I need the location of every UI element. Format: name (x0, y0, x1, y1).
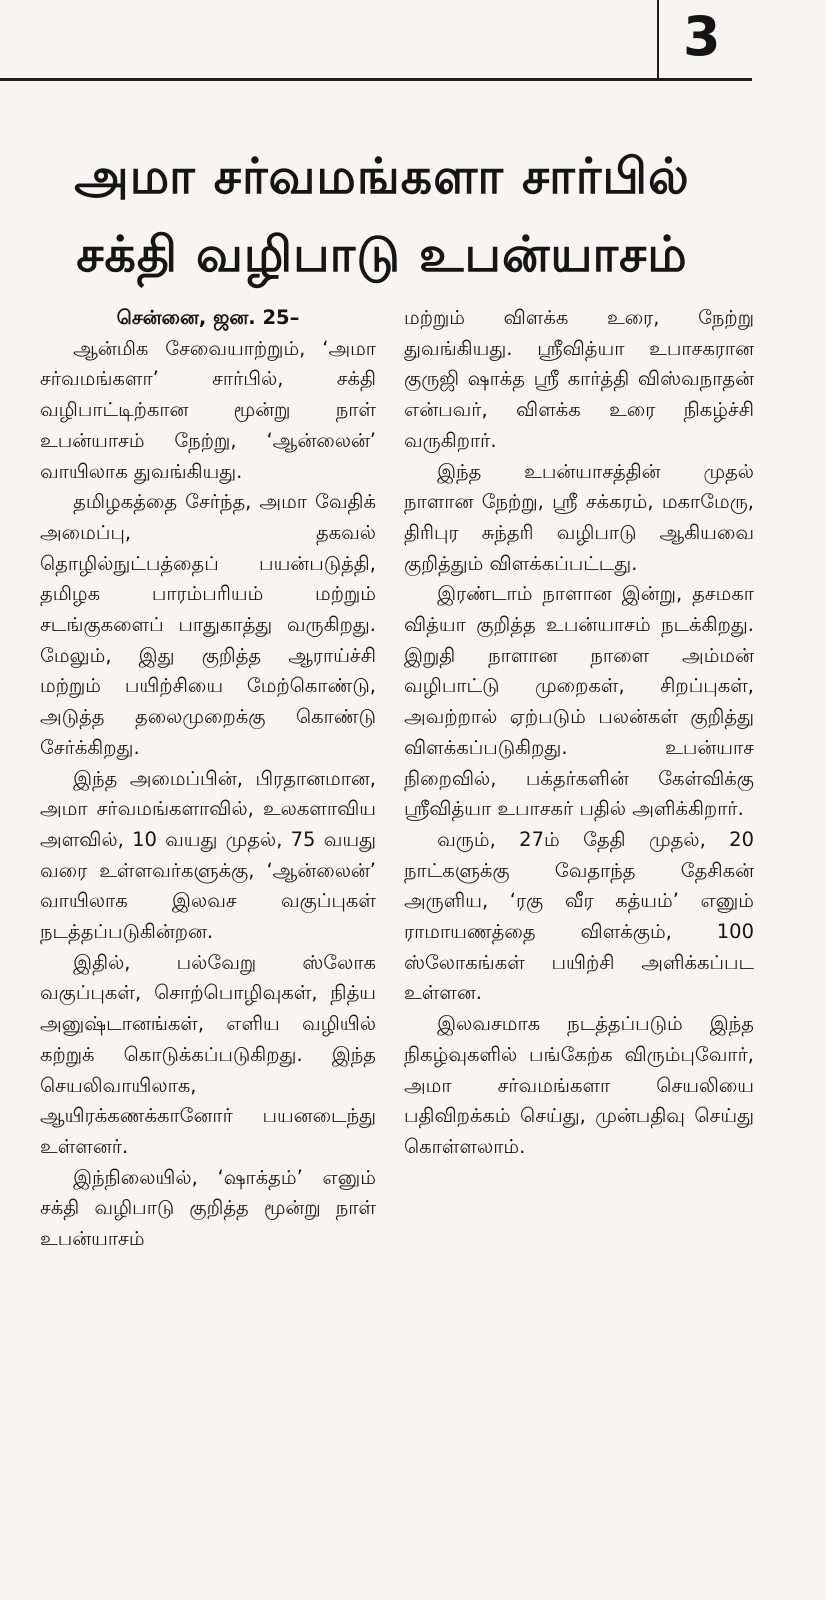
paragraph: இதில், பல்வேறு ஸ்லோக வகுப்புகள், சொற்பொழிவுகள், நித்ய அனுஷ்டானங்கள், எளிய வழியில் கற்றுக் கொடுக்கப்படுகிறது. இந்த செயலிவாயிலாக, ஆயிரக்கணக்கானோர் பயனடைந்து உள்ளனர். (40, 950, 376, 1158)
paragraph: இரண்டாம் நாளான இன்று, தசமகா வித்யா குறித்த உபன்யாசம் நடக்கிறது. இறுதி நாளான நாளை அம்மன் வழிபாட்டு முறைகள், சிறப்புகள், அவற்றால் ஏற்படும் பலன்கள் குறித்து விளக்கப்படுகிறது. உபன்யாச நிறைவில், பக்தர்களின் கேள்விக்கு ஸ்ரீவித்யா உபாசகர் பதில் அளிக்கிறார். (404, 582, 754, 821)
paragraph: ஆன்மிக சேவையாற்றும், ‘அமா சர்வமங்களா’ சார்பில், சக்தி வழிபாட்டிற்கான மூன்று நாள் உபன்யாசம் நேற்று, ‘ஆன்லைன்’ வாயிலாக துவங்கியது. (40, 336, 376, 483)
headline (14, 138, 750, 294)
page-number-divider (657, 0, 659, 80)
paragraph: மற்றும் விளக்க உரை, நேற்று துவங்கியது. ஸ்ரீவித்யா உபாசகரான குருஜி ஷாக்த ஸ்ரீ கார்த்தி விஸ்வநாதன் என்பவர், விளக்க உரை நிகழ்ச்சி வருகிறார். (404, 306, 754, 452)
paragraph: இந்த உபன்யாசத்தின் முதல் நாளான நேற்று, ஸ்ரீ சக்கரம், மகாமேரு, திரிபுர சுந்தரி வழிபாடு ஆகியவை குறித்தும் விளக்கப்பட்டது. (404, 459, 754, 575)
paragraph: இந்நிலையில், ‘ஷாக்தம்’ எனும் சக்தி வழிபாடு குறித்த மூன்று நாள் உபன்யாசம் (40, 1165, 376, 1251)
page-number: 3 (683, 5, 721, 68)
article-column-right (404, 303, 754, 1163)
paragraph: தமிழகத்தை சேர்ந்த, அமா வேதிக் அமைப்பு, தகவல் தொழில்நுட்பத்தைப் பயன்படுத்தி, தமிழக பாரம்பரியம் மற்றும் சடங்குகளைப் பாதுகாத்து வருகிறது. மேலும், இது குறித்த ஆராய்ச்சி மற்றும் பயிற்சியை மேற்கொண்டு, அடுத்த தலைமுறைக்கு கொண்டு சேர்க்கிறது. (40, 490, 376, 759)
paragraph: இலவசமாக நடத்தப்படும் இந்த நிகழ்வுகளில் பங்கேற்க விரும்புவோர், அமா சர்வமங்களா செயலியை பதிவிறக்கம் செய்து, முன்பதிவு செய்து கொள்ளலாம். (404, 1012, 754, 1158)
headline-line-2: சக்தி வழிபாடு உபன்யாசம் (76, 226, 688, 283)
header-rule (0, 78, 752, 81)
article-column-left (40, 303, 376, 1255)
paragraph: வரும், 27ம் தேதி முதல், 20 நாட்களுக்கு வேதாந்த தேசிகன் அருளிய, ‘ரகு வீர கத்யம்’ எனும் ராமாயணத்தை விளக்கும், 100 ஸ்லோகங்கள் பயிற்சி அளிக்கப்பட உள்ளன. (404, 827, 754, 1005)
dateline: சென்னை, ஜன. 25– (116, 306, 300, 329)
headline-line-1: அமா சர்வமங்களா சார்பில் (74, 148, 690, 205)
paragraph: இந்த அமைப்பின், பிரதானமான, அமா சர்வமங்களாவில், உலகளாவிய அளவில், 10 வயது முதல், 75 வயது வரை உள்ளவர்களுக்கு, ‘ஆன்லைன்’ வாயிலாக இலவச வகுப்புகள் நடத்தப்படுகின்றன. (40, 766, 376, 944)
